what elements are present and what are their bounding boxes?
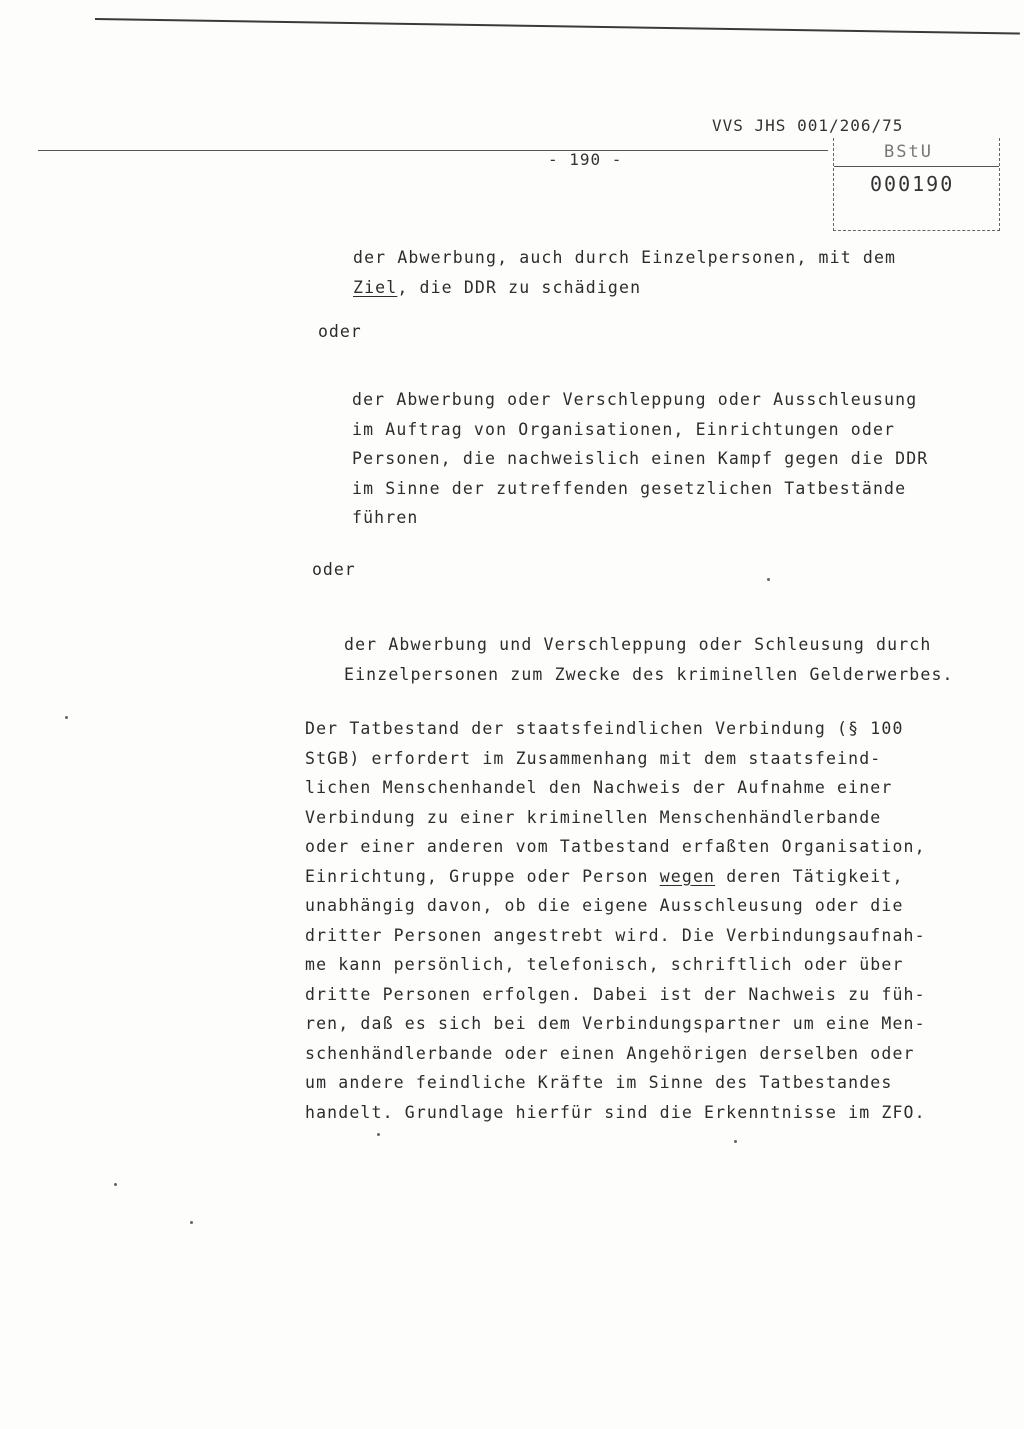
text-line: Einzelpersonen zum Zwecke des kriminellen Gelderwerbes. [344,664,954,684]
text-line: der Abwerbung und Verschleppung oder Schleusung durch [344,635,932,654]
text-line: der Abwerbung, auch durch Einzelpersonen, mit dem [353,248,897,267]
text-line: oder einer anderen vom Tatbestand erfaßten Organisation, [305,837,926,856]
text-line: StGB) erfordert im Zusammenhang mit dem staatsfeind- [305,748,882,768]
text-line: handelt. Grundlage hierfür sind die Erkenntnisse im ZFO. [305,1102,926,1122]
stamp-divider [834,166,999,167]
scan-speck [65,716,68,719]
paragraph-4 [305,714,926,1127]
scan-speck [190,1221,193,1224]
top-rule [95,18,1020,35]
scan-speck [377,1133,380,1136]
scan-speck [734,1140,737,1143]
text-line: der Abwerbung oder Verschleppung oder Ausschleusung [352,390,918,409]
stamp-label: BStU [884,142,933,162]
document-reference-code: VVS JHS 001/206/75 [712,116,904,135]
text-fragment: , die DDR zu schädigen [397,277,642,297]
underlined-word: wegen [659,866,716,886]
text-line: um andere feindliche Kräfte im Sinne des Tatbestandes [305,1073,893,1092]
text-line: Personen, die nachweislich einen Kampf gegen die DDR [352,449,929,468]
text-line: Verbindung zu einer kriminellen Menschenhändlerbande [305,807,882,827]
text-line: dritter Personen angestrebt wird. Die Verbindungsaufnah- [305,925,926,945]
text-line: lichen Menschenhandel den Nachweis der Aufnahme einer [305,778,893,797]
page-number: - 190 - [548,150,623,169]
text-line: im Auftrag von Organisationen, Einrichtungen oder [352,419,896,439]
text-line: im Sinne der zutreffenden gesetzlichen Tatbestände [352,478,907,498]
text-line: Der Tatbestand der staatsfeindlichen Verbindung (§ 100 [305,719,904,738]
header-rule [38,150,828,151]
paragraph-2 [352,385,928,533]
text-line: unabhängig davon, ob die eigene Ausschleusung oder die [305,896,904,915]
underlined-word: Ziel [353,277,398,297]
text-fragment: deren Tätigkeit, [715,866,904,886]
conjunction-oder-1: oder [318,322,362,341]
text-line [305,862,926,892]
text-fragment: Einrichtung, Gruppe oder Person [305,866,660,886]
stamp-number: 000190 [870,172,955,196]
paragraph-3 [344,630,954,689]
text-line [353,273,896,303]
text-line: dritte Personen erfolgen. Dabei ist der Nachweis zu füh- [305,984,926,1004]
scan-speck [114,1183,117,1186]
text-line: me kann persönlich, telefonisch, schriftlich oder über [305,955,904,974]
archive-stamp [833,138,1000,231]
paragraph-1 [353,243,896,302]
text-line: ren, daß es sich bei dem Verbindungspartner um eine Men- [305,1014,926,1033]
conjunction-oder-2: oder [312,560,356,579]
text-line: schenhändlerbande oder einen Angehörigen derselben oder [305,1043,915,1063]
text-line: führen [352,508,419,527]
scan-speck [767,578,770,581]
